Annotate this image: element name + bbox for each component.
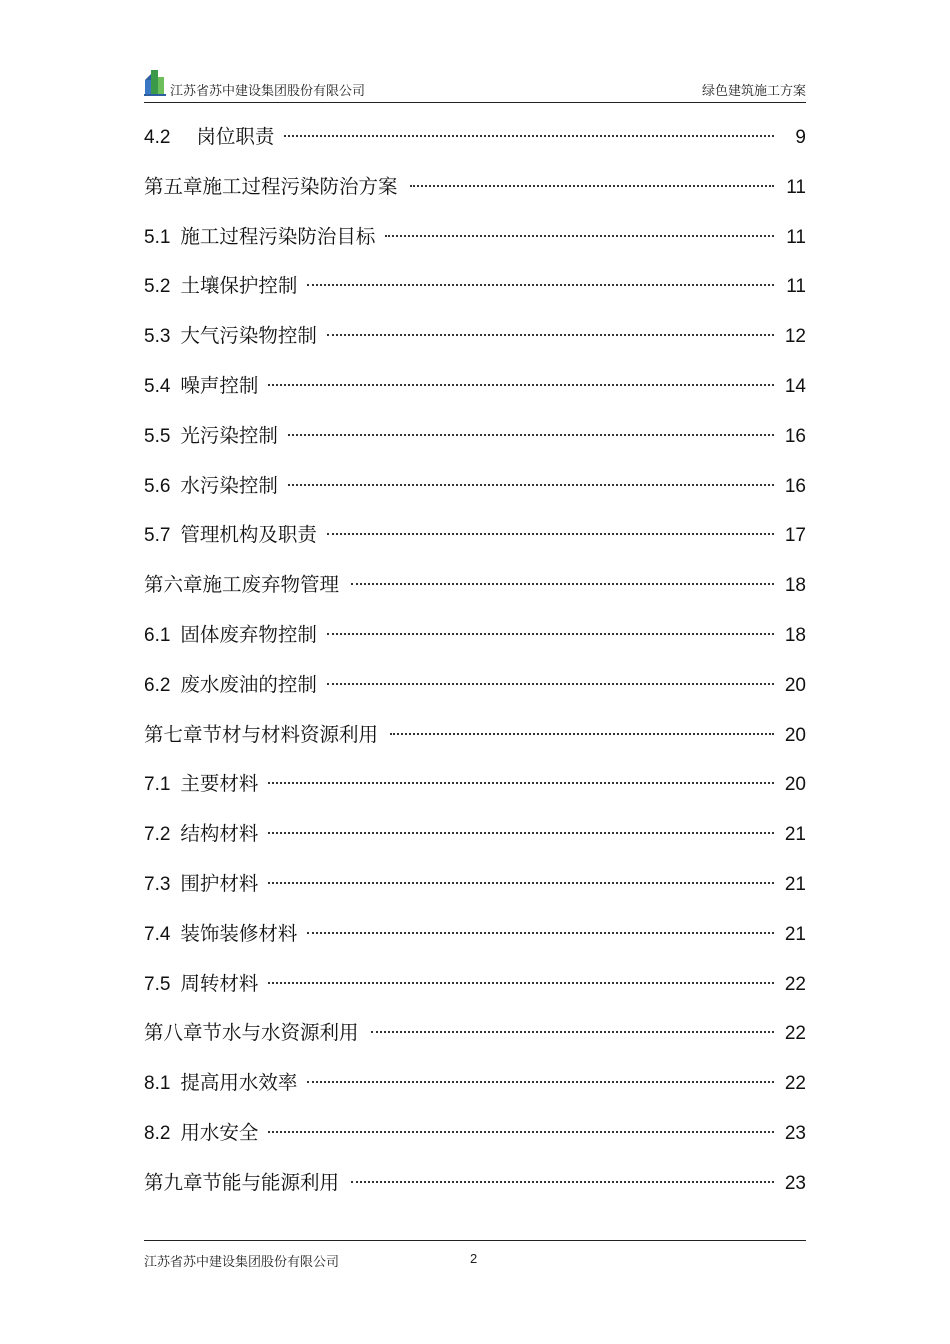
- toc-chapter-entry[interactable]: [144, 1164, 806, 1214]
- header-company-name: 江苏省苏中建设集团股份有限公司: [170, 84, 366, 99]
- toc-section-number: 5.6: [144, 475, 171, 497]
- toc-dot-leader: [268, 1131, 774, 1133]
- toc-entry-title: 大气污染物控制: [180, 324, 317, 348]
- toc-dot-leader: [327, 334, 774, 336]
- toc-page-number: 20: [784, 724, 806, 746]
- toc-entry-title: 水污染控制: [180, 473, 278, 497]
- toc-entry-title: 岗位职责: [196, 125, 275, 148]
- toc-entry-title: 第五章施工过程污染防治方案: [144, 174, 398, 198]
- toc-entry-title: 光污染控制: [180, 423, 278, 447]
- toc-page-number: 18: [784, 575, 806, 597]
- toc-dot-leader: [385, 235, 774, 237]
- toc-section-entry[interactable]: [144, 815, 806, 865]
- toc-section-number: 5.5: [144, 425, 171, 447]
- footer-page-number: 2: [470, 1251, 478, 1266]
- toc-entry-title: 第八章节水与水资源利用: [144, 1021, 359, 1045]
- toc-section-entry[interactable]: [144, 516, 806, 566]
- toc-entry-title: 第六章施工废弃物管理: [144, 573, 340, 597]
- toc-section-number: 7.4: [144, 923, 171, 945]
- toc-section-number: 7.1: [144, 774, 171, 796]
- toc-section-number: 7.5: [144, 973, 171, 995]
- toc-section-number: 5.7: [144, 525, 171, 547]
- toc-dot-leader: [410, 185, 774, 187]
- toc-page-number: 20: [784, 774, 806, 796]
- toc-section-number: 5.2: [144, 276, 171, 298]
- toc-dot-leader: [327, 683, 774, 685]
- toc-entry-title: 围护材料: [180, 871, 259, 895]
- toc-section-number: 5.3: [144, 326, 171, 348]
- toc-dot-leader: [268, 982, 774, 984]
- toc-dot-leader: [371, 1031, 774, 1033]
- toc-page-number: 21: [784, 923, 806, 945]
- header-document-title: 绿色建筑施工方案: [701, 84, 806, 99]
- toc-dot-leader: [284, 135, 774, 137]
- toc-section-number: 6.1: [144, 624, 171, 646]
- toc-section-number: 5.4: [144, 375, 171, 397]
- toc-section-entry[interactable]: [144, 218, 806, 268]
- toc-entry-title: 提高用水效率: [180, 1071, 298, 1095]
- toc-section-number: 8.2: [144, 1122, 171, 1144]
- toc-page-number: 17: [784, 525, 806, 547]
- toc-section-number: 5.1: [144, 226, 171, 248]
- toc-page-number: 22: [784, 1073, 806, 1095]
- toc-dot-leader: [268, 782, 774, 784]
- toc-page-number: 9: [795, 127, 806, 148]
- toc-dot-leader: [268, 384, 774, 386]
- toc-page-number: 16: [784, 425, 806, 447]
- toc-section-entry[interactable]: [144, 616, 806, 666]
- toc-dot-leader: [390, 733, 774, 735]
- toc-dot-leader: [288, 434, 774, 436]
- toc-entry-title: 噪声控制: [180, 373, 259, 397]
- toc-section-entry[interactable]: [144, 865, 806, 915]
- toc-entry-title: 周转材料: [180, 971, 259, 995]
- toc-dot-leader: [268, 882, 774, 884]
- toc-section-number: 7.2: [144, 824, 171, 846]
- page-footer: [144, 1240, 806, 1281]
- toc-page-number: 12: [784, 326, 806, 348]
- toc-entry-title: 施工过程污染防治目标: [180, 224, 376, 248]
- company-building-logo-icon: [144, 68, 166, 96]
- toc-page-number: 16: [784, 475, 806, 497]
- toc-page-number: 22: [784, 973, 806, 995]
- toc-dot-leader: [307, 1081, 774, 1083]
- toc-entry-title: 固体废弃物控制: [180, 622, 317, 646]
- toc-section-number: 4.2: [144, 127, 171, 148]
- toc-entry-title: 管理机构及职责: [180, 523, 317, 547]
- toc-page-number: 23: [784, 1122, 806, 1144]
- toc-page-number: 11: [786, 226, 806, 248]
- toc-section-entry[interactable]: [144, 467, 806, 517]
- toc-page-number: 14: [784, 375, 806, 397]
- toc-page-number: 23: [784, 1172, 806, 1194]
- toc-section-entry[interactable]: [144, 765, 806, 815]
- toc-dot-leader: [351, 583, 774, 585]
- toc-page-number: 18: [784, 624, 806, 646]
- toc-section-entry[interactable]: [144, 417, 806, 467]
- toc-section-entry[interactable]: [144, 1114, 806, 1164]
- toc-entry-title: 用水安全: [180, 1120, 259, 1144]
- toc-page-number: 21: [784, 873, 806, 895]
- toc-section-entry[interactable]: [144, 317, 806, 367]
- page-header: [144, 68, 806, 103]
- toc-chapter-entry[interactable]: [144, 168, 806, 218]
- toc-section-entry[interactable]: [144, 367, 806, 417]
- toc-entry-title: 第七章节材与材料资源利用: [144, 722, 379, 746]
- toc-dot-leader: [327, 633, 774, 635]
- toc-dot-leader: [268, 832, 774, 834]
- toc-section-entry[interactable]: [144, 666, 806, 716]
- toc-section-entry[interactable]: [144, 1064, 806, 1114]
- toc-entry-title: 装饰装修材料: [180, 921, 298, 945]
- toc-entry-title: 废水废油的控制: [180, 672, 317, 696]
- table-of-contents: [144, 118, 806, 1214]
- toc-page-number: 11: [786, 176, 806, 198]
- toc-dot-leader: [307, 284, 774, 286]
- toc-entry-title: 主要材料: [180, 772, 259, 796]
- toc-entry-title: 第九章节能与能源利用: [144, 1170, 340, 1194]
- toc-dot-leader: [327, 533, 774, 535]
- toc-dot-leader: [307, 932, 774, 934]
- toc-chapter-entry[interactable]: [144, 1014, 806, 1064]
- toc-dot-leader: [288, 484, 774, 486]
- footer-company-name: 江苏省苏中建设集团股份有限公司: [144, 1255, 340, 1270]
- toc-page-number: 22: [784, 1023, 806, 1045]
- toc-chapter-entry[interactable]: [144, 716, 806, 766]
- toc-chapter-entry[interactable]: [144, 566, 806, 616]
- toc-entry-title: 结构材料: [180, 822, 259, 846]
- toc-dot-leader: [351, 1181, 774, 1183]
- toc-section-number: 7.3: [144, 873, 171, 895]
- toc-section-entry[interactable]: [144, 267, 806, 317]
- toc-page-number: 20: [784, 674, 806, 696]
- toc-section-entry[interactable]: [144, 965, 806, 1015]
- toc-section-number: 6.2: [144, 674, 171, 696]
- toc-page-number: 11: [786, 276, 806, 298]
- toc-section-entry[interactable]: [144, 118, 806, 168]
- toc-entry-title: 土壤保护控制: [180, 274, 298, 298]
- toc-page-number: 21: [784, 824, 806, 846]
- toc-section-entry[interactable]: [144, 915, 806, 965]
- toc-section-number: 8.1: [144, 1073, 171, 1095]
